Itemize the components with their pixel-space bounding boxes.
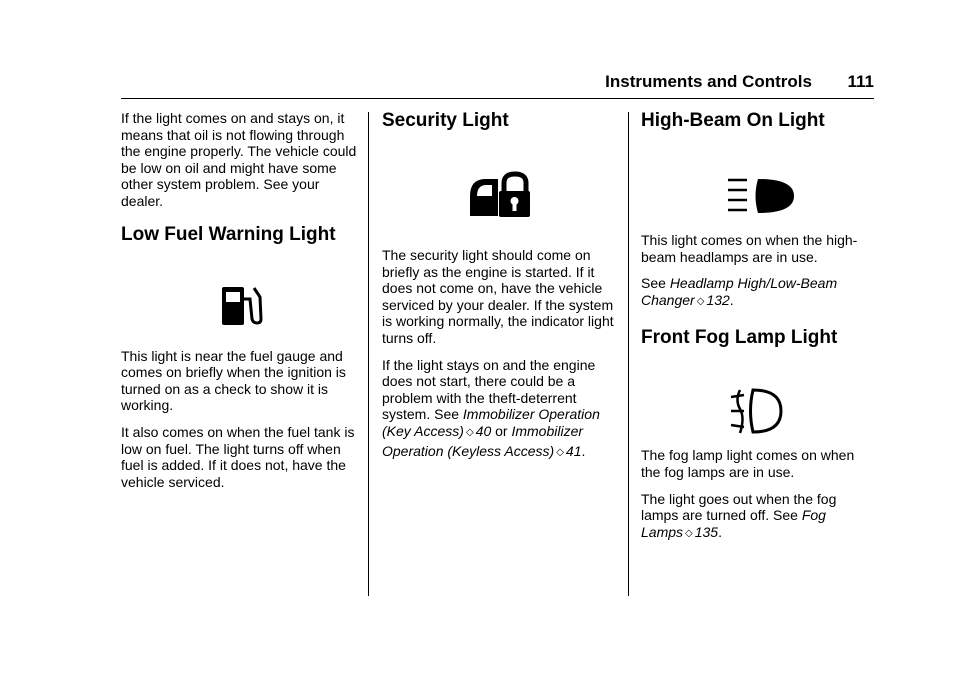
period-text: . [729, 291, 734, 308]
column-1 [121, 110, 357, 500]
immobilizer-keyless-access-link[interactable]: Immobilizer Operation (Keyless Access) [382, 422, 584, 459]
column-divider [368, 112, 369, 596]
high-beam-heading: High-Beam On Light [641, 110, 825, 131]
page-ref-icon: ◇ [696, 295, 705, 307]
vehicle-padlock-icon [468, 170, 616, 228]
front-fog-lamp-icon [729, 387, 875, 447]
security-paragraph-2 [382, 357, 616, 463]
page-number: 111 [847, 72, 874, 91]
fog-lamps-link[interactable]: Fog Lamps [641, 507, 826, 540]
page-ref-icon: ◇ [465, 426, 474, 438]
header-rule [121, 98, 874, 99]
page-ref-number[interactable]: 40 [475, 422, 492, 439]
fog-paragraph-2-text: The light goes out when the fog lamps are turned off. See [641, 490, 837, 524]
section-title: Instruments and Controls [605, 72, 812, 91]
page-ref-number[interactable]: 135 [694, 523, 719, 540]
column-divider [628, 112, 629, 596]
oil-light-paragraph: If the light comes on and stays on, it means that oil is not flowing through the engine properly. The vehicle could be low on oil and might have some other system problem. See your dealer. [121, 110, 357, 209]
fuel-pump-icon [220, 279, 357, 339]
high-beam-paragraph-1: This light comes on when the high-beam headlamps are in use. [641, 232, 858, 265]
column-2 [382, 110, 616, 472]
page-ref-icon: ◇ [556, 446, 564, 458]
column-3 [641, 110, 875, 553]
page-header [0, 72, 874, 92]
security-paragraph-2-text: If the light stays on and the engine does not start, there could be a problem with the theft-deterrent system. See [382, 356, 596, 423]
page-ref-icon: ◇ [685, 527, 693, 539]
see-text: See [641, 275, 666, 292]
high-beam-icon [726, 177, 875, 232]
or-text: or [495, 422, 508, 439]
security-heading: Security Light [382, 110, 509, 131]
security-paragraph-1: The security light should come on briefly as the engine is started. If it does not come on, have the vehicle serviced by your dealer. If the system is working normally, the indicator light turns off. [382, 247, 614, 346]
fog-lamp-heading: Front Fog Lamp Light [641, 327, 838, 349]
high-beam-paragraph-2 [641, 275, 875, 311]
period-text: . [718, 523, 722, 540]
page-ref-number[interactable]: 132 [706, 291, 730, 308]
period-text: . [581, 442, 586, 459]
fuel-paragraph-1: This light is near the fuel gauge and comes on briefly when the ignition is turned on as a check to show it is working. [121, 347, 346, 414]
page-ref-number[interactable]: 41 [565, 442, 582, 459]
immobilizer-key-access-link[interactable]: Immobilizer Operation (Key Access) [382, 406, 600, 439]
headlamp-changer-link[interactable]: Headlamp High/Low-Beam Changer [641, 275, 838, 308]
low-fuel-heading: Low Fuel Warning Light [121, 223, 336, 245]
fog-lamp-paragraph-1: The fog lamp light comes on when the fog lamps are in use. [641, 447, 855, 480]
fuel-paragraph-2: It also comes on when the fuel tank is low on fuel. The light turns off when fuel is added. If it does not, have the vehicle serviced. [121, 423, 355, 490]
fog-lamp-paragraph-2 [641, 491, 875, 544]
